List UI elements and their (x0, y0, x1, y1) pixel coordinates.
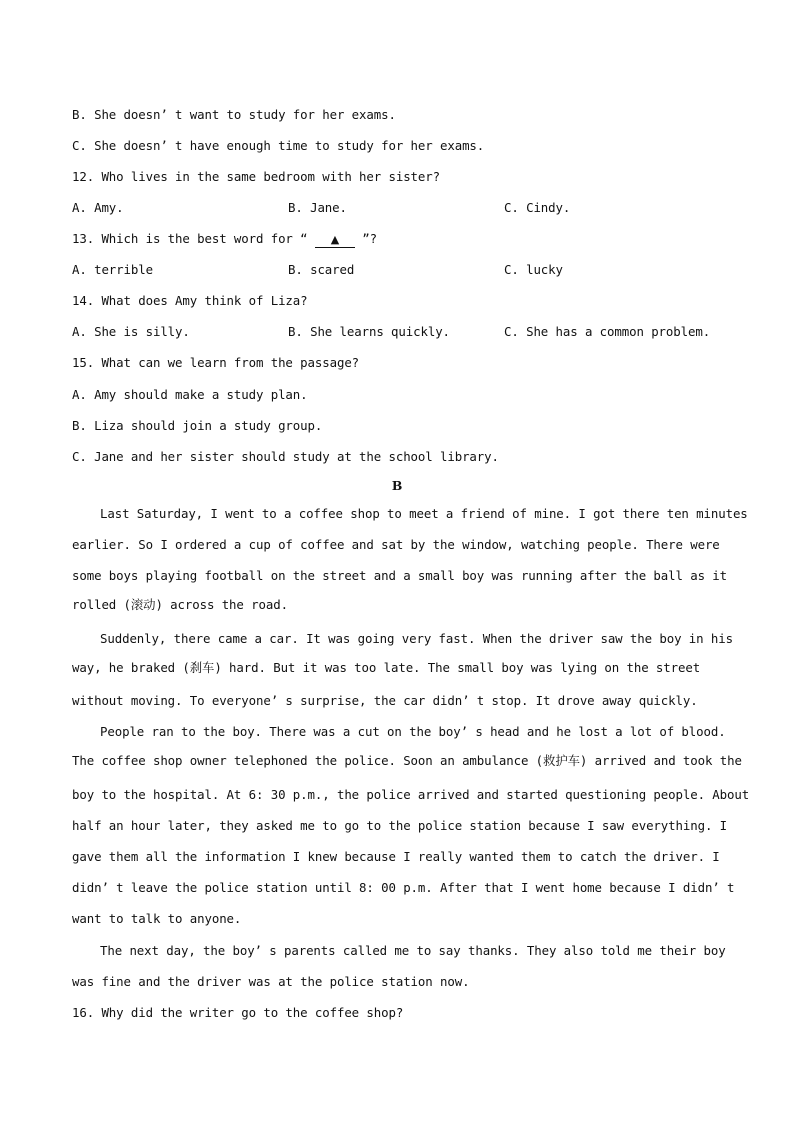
passage-line: The next day, the boy’ s parents called me to say thanks. They also told me their boy (100, 943, 726, 958)
q14-option-b: B. She learns quickly. (288, 324, 450, 339)
q11-option-c: C. She doesn’ t have enough time to study for her exams. (72, 138, 485, 153)
passage-line: was fine and the driver was at the police station now. (72, 974, 470, 989)
q14-stem: 14. What does Amy think of Liza? (72, 293, 308, 308)
q13-option-b: B. scared (288, 262, 355, 277)
passage-line: rolled (滚动) across the road. (72, 597, 288, 612)
answer-blank: ▲ (315, 234, 355, 248)
passage-line: some boys playing football on the street and a small boy was running after the ball as it (72, 568, 728, 583)
section-heading: B (391, 478, 403, 493)
passage-line: Last Saturday, I went to a coffee shop to meet a friend of mine. I got there ten minutes (100, 506, 748, 521)
passage-line: way, he braked (刹车) hard. But it was too late. The small boy was lying on the street (72, 660, 701, 675)
q12-option-c: C. Cindy. (504, 200, 571, 215)
q13-option-c: C. lucky (504, 262, 563, 277)
q13-stem-after: ”? (354, 231, 377, 246)
q13-stem-before: 13. Which is the best word for “ (72, 231, 315, 246)
q15-option-b: B. Liza should join a study group. (72, 418, 323, 433)
q14-option-c: C. She has a common problem. (504, 324, 711, 339)
passage-line: earlier. So I ordered a cup of coffee and sat by the window, watching people. There were (72, 537, 720, 552)
q15-option-c: C. Jane and her sister should study at the school library. (72, 449, 499, 464)
q15-stem: 15. What can we learn from the passage? (72, 355, 360, 370)
passage-line: People ran to the boy. There was a cut on the boy’ s head and he lost a lot of blood. (100, 724, 726, 739)
q12-option-b: B. Jane. (288, 200, 347, 215)
q12-options (72, 200, 732, 216)
q14-option-a: A. She is silly. (72, 324, 190, 339)
passage-line: didn’ t leave the police station until 8: 00 p.m. After that I went home because I didn’ t (72, 880, 735, 895)
q16-stem: 16. Why did the writer go to the coffee shop? (72, 1005, 404, 1020)
passage-line: Suddenly, there came a car. It was going very fast. When the driver saw the boy in his (100, 631, 733, 646)
passage-line: gave them all the information I knew because I really wanted them to catch the driver. I (72, 849, 720, 864)
q15-option-a: A. Amy should make a study plan. (72, 387, 308, 402)
passage-line: want to talk to anyone. (72, 911, 242, 926)
passage-line: boy to the hospital. At 6: 30 p.m., the police arrived and started questioning people. About (72, 787, 750, 802)
passage-line: without moving. To everyone’ s surprise, the car didn’ t stop. It drove away quickly. (72, 693, 698, 708)
q11-option-b: B. She doesn’ t want to study for her exams. (72, 107, 396, 122)
q14-options (72, 324, 732, 340)
passage-line: The coffee shop owner telephoned the police. Soon an ambulance (救护车) arrived and took the (72, 753, 742, 768)
q12-option-a: A. Amy. (72, 200, 124, 215)
q12-stem: 12. Who lives in the same bedroom with her sister? (72, 169, 440, 184)
q13-stem (72, 231, 377, 248)
q13-options (72, 262, 732, 278)
q13-option-a: A. terrible (72, 262, 153, 277)
passage-line: half an hour later, they asked me to go to the police station because I saw everything. I (72, 818, 728, 833)
